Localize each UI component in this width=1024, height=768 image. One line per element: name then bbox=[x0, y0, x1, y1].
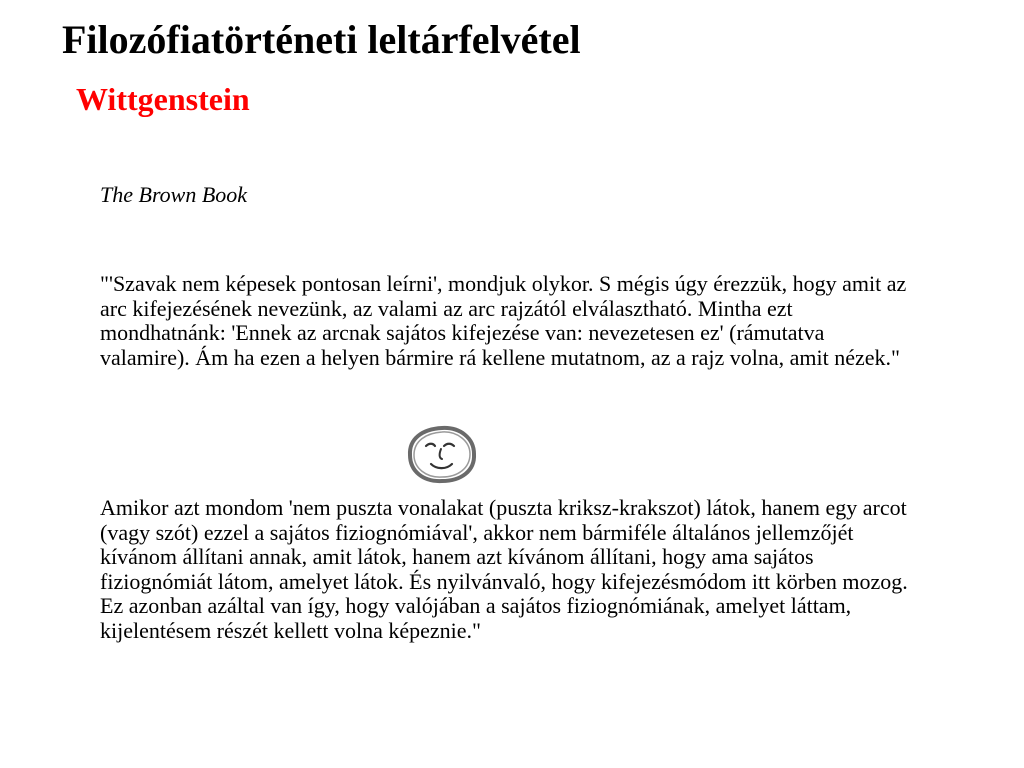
face-outline-inner bbox=[414, 432, 470, 477]
page-subtitle: Wittgenstein bbox=[76, 81, 250, 117]
mouth bbox=[431, 464, 452, 468]
nose bbox=[440, 449, 442, 459]
face-outline bbox=[410, 428, 474, 481]
left-eye bbox=[426, 444, 435, 446]
right-eye bbox=[444, 444, 454, 446]
quote-paragraph-1: "'Szavak nem képesek pontosan leírni', mondjuk olykor. S mégis úgy érezzük, hogy amit az arc kifejezésének nevezünk, az valami az arc rajzától elválasztható. Mintha ezt mondhatnánk: 'Ennek az arcnak sajátos kifejezése van: nevezetesen ez' (rámutatva valamire). Ám ha ezen a helyen bármire rá kellene mutatnom, az a rajz volna, amit nézek." bbox=[100, 271, 907, 370]
page-title: Filozófiatörténeti leltárfelvétel bbox=[62, 17, 581, 62]
face-sketch-icon bbox=[404, 424, 480, 484]
quote-paragraph-2: Amikor azt mondom 'nem puszta vonalakat (puszta kriksz-krakszot) látok, hanem egy arcot (vagy szót) ezzel a sajátos fiziognómiával', akkor nem bármiféle általános jellemzőjét kívánom állítani annak, amit látok, hanem azt kívánom állítani, hogy ama sajátos fiziognómiát látom, amelyet látok. És nyilvánvaló, hogy kifejezésmódom itt körben mozog. Ez azonban azáltal van így, hogy valójában a sajátos fiziognómiának, amelyet láttam, kijelentésem részét kellett volna képeznie." bbox=[100, 495, 908, 643]
book-title: The Brown Book bbox=[100, 182, 248, 207]
